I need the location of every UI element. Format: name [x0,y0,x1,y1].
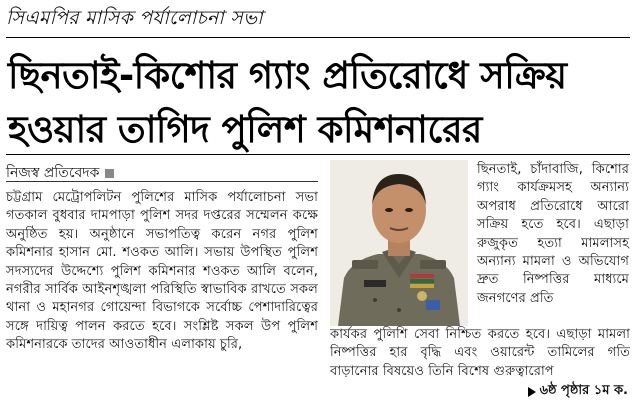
body-column-left [6,189,318,355]
continued-text: ৬ষ্ঠ পৃষ্ঠার ১ম ক. [539,383,628,398]
byline-text: নিজস্ব প্রতিবেদক [6,165,100,181]
byline-rule [6,181,318,182]
body-paragraph-bottom: কার্যকর পুলিশি সেবা নিশ্চিত করতে হবে। এছাড়া মামলা নিষ্পত্তির হার বৃদ্ধি এবং ওয়ারেন্ট তামিলের গতি বাড়ানোর বিষয়েও তিনি বিশেষ গুরুত্বারোপ [330,327,630,379]
headline-line-2: হওয়ার তাগিদ পুলিশ কমিশনারের [8,108,482,151]
continued-on-page [528,381,628,402]
triangle-icon [528,387,536,397]
top-rule [6,37,630,38]
body-paragraph-right: ছিনতাই, চাঁদাবাজি, কিশোর গ্যাং কার্যক্রমসহ অন্যান্য অপরাধ প্রতিরোধে আরো সক্রিয় হতে হবে। এছাড়া রুজুকৃত হত্যা মামলাসহ অন্যান্য মামলা ও অভিযোগ দ্রুত নিষ্পত্তির মাধ্যমে জনগণের প্রতি [477,162,629,306]
byline-square-icon [105,169,114,178]
officer-portrait-image [330,160,468,326]
headline-line-1: ছিনতাই-কিশোর গ্যাং প্রতিরোধে সক্রিয় [8,54,567,97]
body-paragraph-left: চট্টগ্রাম মেট্রোপলিটন পুলিশের মাসিক পর্যালোচনা সভা গতকাল বুধবার দামপাড়া পুলিশ সদর দপ্তরের সম্মেলন কক্ষে অনুষ্ঠিত হয়। অনুষ্ঠানে সভাপতিত্ব করেন নগর পুলিশ কমিশনার হাসান মো. শওকত আলি। সভায় উপস্থিত পুলিশ সদস্যদের উদ্দেশ্যে পুলিশ কমিশনার শওকত আলি বলেন, নগরীর সার্বিক আইনশৃঙ্খলা পরিস্থিতি স্বাভাবিক রাখতে সকল থানা ও মহানগর গোয়েন্দা বিভাগকে সর্বোচ্চ পেশাদারিত্বের সঙ্গে দায়িত্ব পালন করতে হবে। সংশ্লিষ্ট সকল উপ পুলিশ কমিশনারকে তাদের আওতাধীন এলাকায় চুরি, [6,190,318,353]
commissioner-photo [330,160,468,326]
body-column-right [477,161,629,308]
headline-rule [6,154,630,155]
body-column-bottom [330,326,630,381]
kicker: সিএমপির মাসিক পর্যালোচনা সভা [6,7,263,29]
